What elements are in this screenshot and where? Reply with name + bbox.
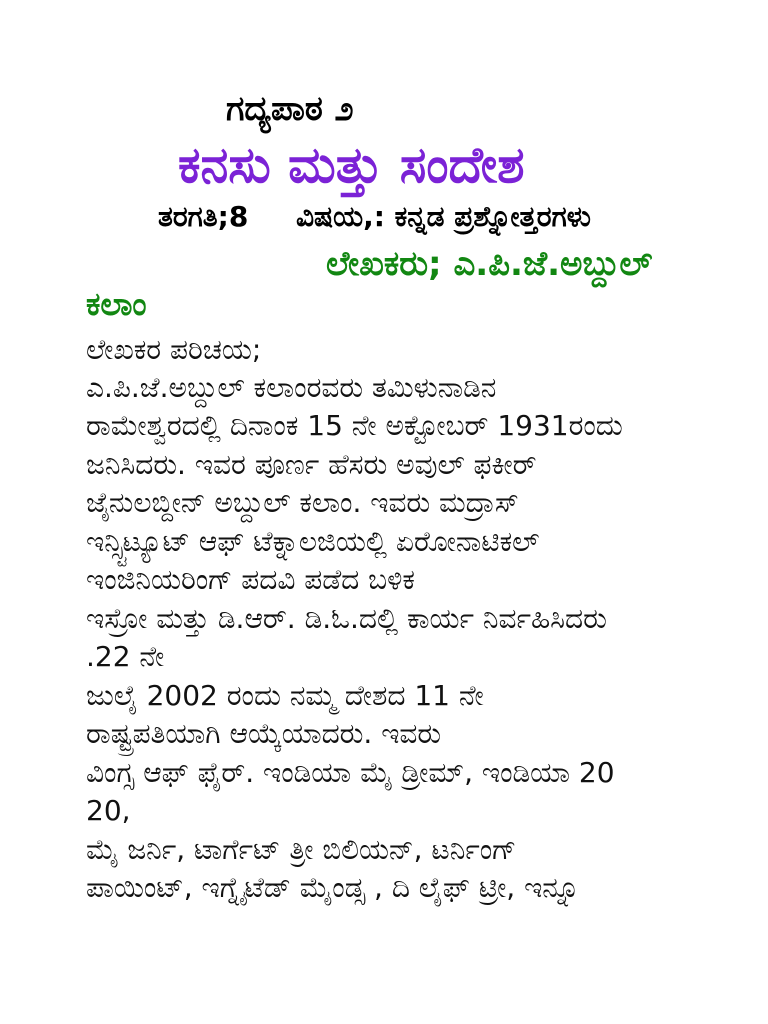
body-line: .22 ನೇ	[86, 640, 165, 673]
class-info: ತರಗತಿ;8	[158, 200, 249, 233]
body-line: ಇಂಜಿನಿಯರಿಂಗ್ ಪದವಿ ಪಡೆದ ಬಳಿಕ	[86, 563, 415, 596]
body-line: ರಾಷ್ಟ್ರಪತಿಯಾಗಿ ಆಯ್ಕೆಯಾದರು. ಇವರು	[86, 717, 442, 750]
body-line: ಜನಿಸಿದರು. ಇವರ ಪೂರ್ಣ ಹೆಸರು ಅವುಲ್ ಫಕೀರ್	[86, 448, 537, 481]
subject-info: ವಿಷಯ,: ಕನ್ನಡ ಪ್ರಶ್ನೋತ್ತರಗಳು	[296, 200, 591, 233]
body-line: ರಾಮೇಶ್ವರದಲ್ಲಿ ದಿನಾಂಕ 15 ನೇ ಅಕ್ಟೋಬರ್ 1931ರಂದು	[86, 409, 623, 442]
body-line: ಇನ್ಸ್ಟಿಟ್ಯೂಟ್ ಆಫ್ ಟೆಕ್ನಾಲಜಿಯಲ್ಲಿ ಏರೋನಾಟಿಕಲ್	[86, 525, 540, 558]
lesson-title: ಕನಸು ಮತ್ತು ಸಂದೇಶ	[178, 136, 525, 194]
lesson-number: ಗದ್ಯಪಾಠ ೨	[226, 89, 354, 129]
body-line: ಪಾಯಿಂಟ್, ಇಗ್ನೈಟೆಡ್ ಮೈಂಡ್ಸ , ದಿ ಲೈಫ್ ಟ್ರೀ, ಇನ್ನೂ	[86, 871, 580, 904]
body-line: ವಿಂಗ್ಸ ಆಫ್ ಫೈರ್. ಇಂಡಿಯಾ ಮೈ ಡ್ರೀಮ್, ಇಂಡಿಯಾ 20	[86, 756, 615, 789]
body-line: ಇಸ್ರೋ ಮತ್ತು ಡಿ.ಆರ್. ಡಿ.ಓ.ದಲ್ಲಿ ಕಾರ್ಯ ನಿರ್ವಹಿಸಿದರು	[86, 602, 607, 635]
body-line: ಜೈನುಲಬ್ದೀನ್ ಅಬ್ದುಲ್ ಕಲಾಂ. ಇವರು ಮದ್ರಾಸ್	[86, 486, 519, 519]
author-line: ಲೇಖಕರು; ಎ.ಪಿ.ಜೆ.ಅಬ್ದುಲ್	[326, 244, 653, 284]
author-name-continued: ಕಲಾಂ	[86, 285, 147, 323]
body-line: ಎ.ಪಿ.ಜೆ.ಅಬ್ದುಲ್ ಕಲಾಂರವರು ತಮಿಳುನಾಡಿನ	[86, 371, 497, 404]
body-line: ಮೈ ಜರ್ನಿ, ಟಾರ್ಗೆಟ್ ತ್ರೀ ಬಿಲಿಯನ್, ಟರ್ನಿಂಗ್	[86, 833, 517, 866]
body-line: 20,	[86, 794, 131, 827]
body-line: ಜುಲೈ 2002 ರಂದು ನಮ್ಮ ದೇಶದ 11 ನೇ	[86, 679, 484, 712]
body-line: ಲೇಖಕರ ಪರಿಚಯ;	[86, 333, 262, 366]
